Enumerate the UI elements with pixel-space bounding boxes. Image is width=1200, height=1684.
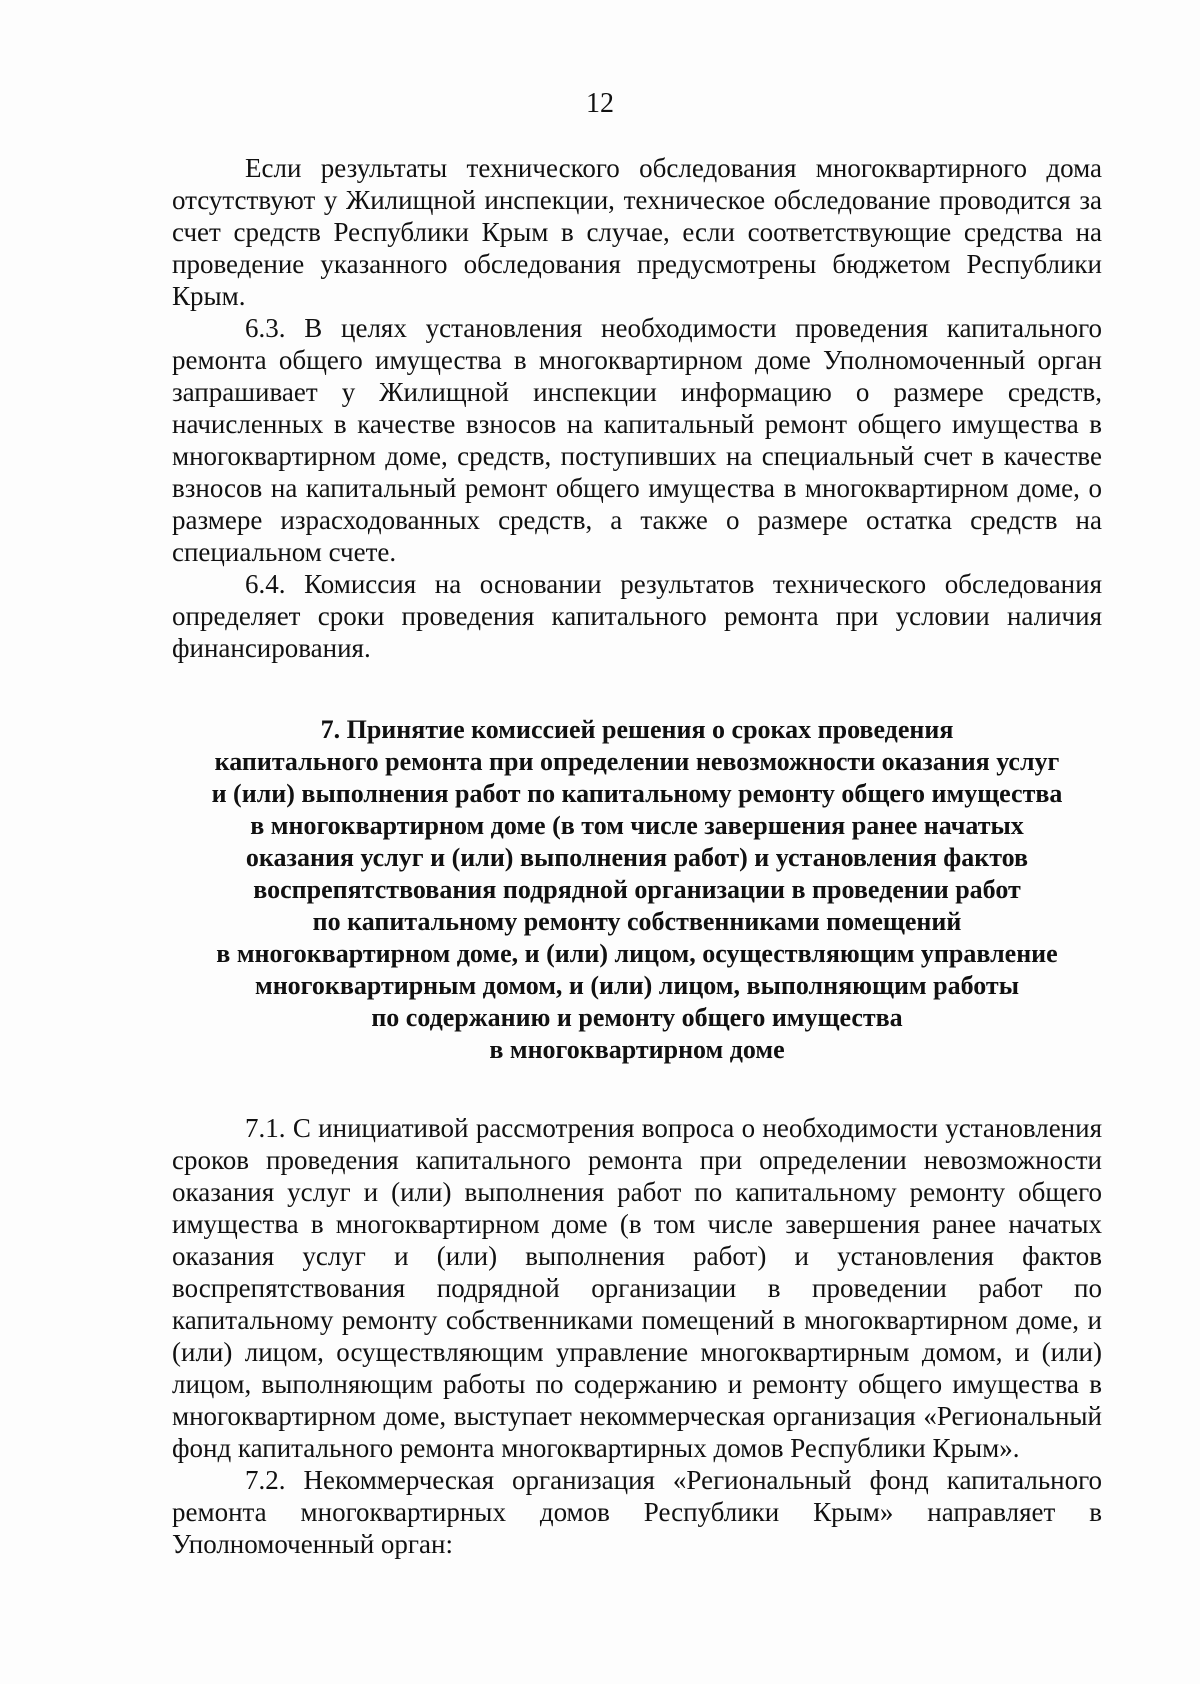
paragraph-survey-funding: Если результаты технического обследования многоквартирного дома отсутствуют у Жилищной инспекции, техническое обследование проводится за счет средств Республики Крым в случае, если соответствующие средства на проведение указанного обследования предусмотрены бюджетом Республики Крым.	[172, 153, 1102, 311]
page-number: 12	[586, 88, 614, 119]
heading-line: капитального ремонта при определении невозможности оказания услуг	[214, 747, 1060, 776]
paragraph-7-1: 7.1. С инициативой рассмотрения вопроса о необходимости установления сроков проведения капитального ремонта при определении невозможности оказания услуг и (или) выполнения работ по капитальному ремонту общего имущества в многоквартирном доме (в том числе завершения ранее начатых оказания услуг и (или) выполнения работ) и установления фактов воспрепятствования подрядной организации в проведении работ по капитальному ремонту собственниками помещений в многоквартирном доме, и (или) лицом, осуществляющим управление многоквартирным домом, и (или) лицом, выполняющим работы по содержанию и ремонту общего имущества в многоквартирном доме, выступает некоммерческая организация «Региональный фонд капитального ремонта многоквартирных домов Республики Крым».	[172, 1113, 1102, 1463]
document-body	[172, 152, 1102, 1560]
paragraph-6-4: 6.4. Комиссия на основании результатов технического обследования определяет сроки проведения капитального ремонта при условии наличия финансирования.	[172, 569, 1102, 663]
paragraph-6-3: 6.3. В целях установления необходимости проведения капитального ремонта общего имущества в многоквартирном доме Уполномоченный орган запрашивает у Жилищной инспекции информацию о размере средств, начисленных в качестве взносов на капитальный ремонт общего имущества в многоквартирном доме, средств, поступивших на специальный счет в качестве взносов на капитальный ремонт общего имущества в многоквартирном доме, о размере израсходованных средств, а также о размере остатка средств на специальном счете.	[172, 313, 1102, 567]
heading-line: в многоквартирном доме (в том числе завершения ранее начатых	[250, 811, 1024, 840]
heading-line: по капитальному ремонту собственниками помещений	[312, 907, 962, 936]
heading-line: в многоквартирном доме, и (или) лицом, осуществляющим управление	[216, 939, 1058, 968]
heading-line: многоквартирным домом, и (или) лицом, выполняющим работы	[254, 971, 1019, 1000]
paragraph-7-2: 7.2. Некоммерческая организация «Региональный фонд капитального ремонта многоквартирных домов Республики Крым» направляет в Уполномоченный орган:	[172, 1465, 1102, 1559]
heading-line: в многоквартирном доме	[489, 1035, 785, 1064]
heading-line: оказания услуг и (или) выполнения работ) и установления фактов	[245, 843, 1029, 872]
heading-line: и (или) выполнения работ по капитальному ремонту общего имущества	[211, 779, 1063, 808]
section-7-heading	[172, 714, 1102, 1066]
heading-line: 7. Принятие комиссией решения о сроках проведения	[320, 715, 954, 744]
heading-line: воспрепятствования подрядной организации в проведении работ	[253, 875, 1021, 904]
heading-line: по содержанию и ремонту общего имущества	[371, 1003, 903, 1032]
